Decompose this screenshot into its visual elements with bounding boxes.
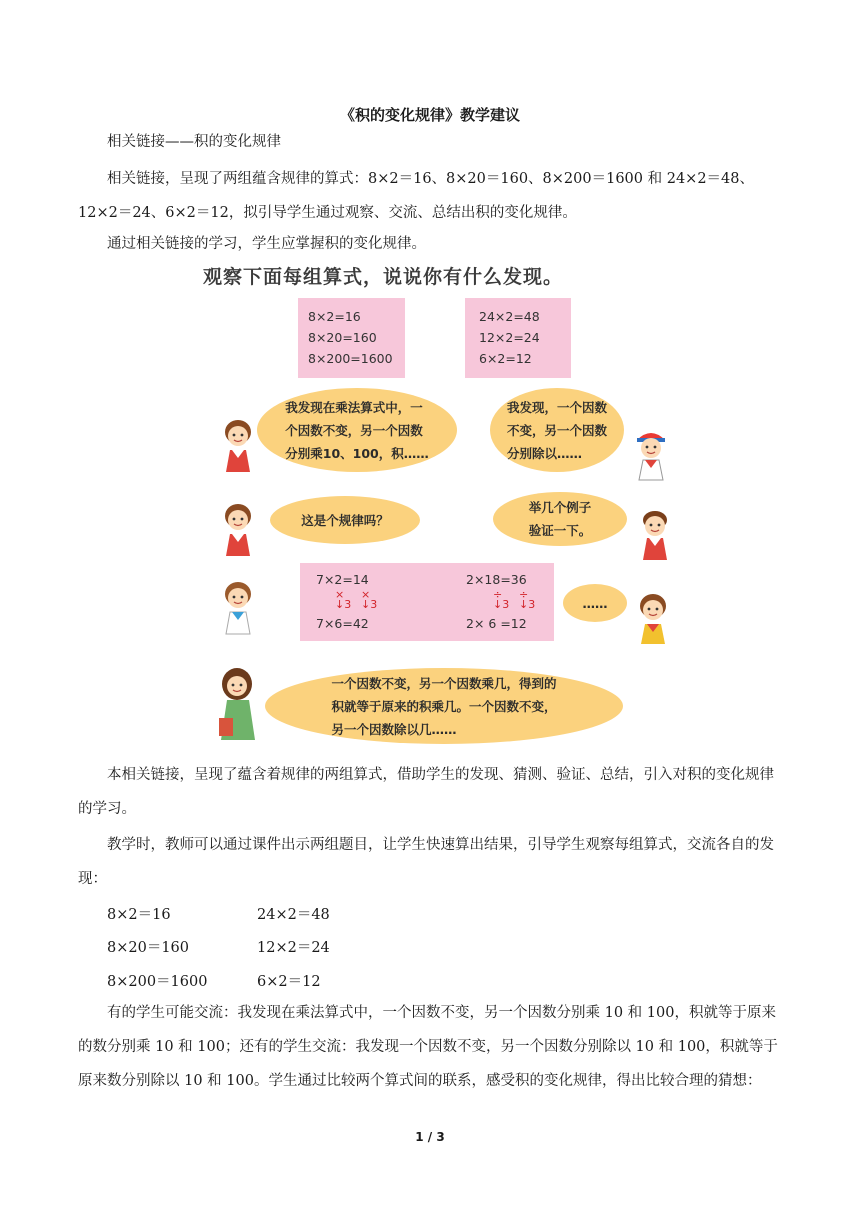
speech-bubble-6 [265,668,623,744]
speech-bubble-3 [270,496,420,544]
operator-label: × [361,588,371,601]
bubble-text: 个因数不变，另一个因数 [285,422,423,438]
girl-character-icon [218,416,258,474]
equation: 7×6=42 [316,616,369,631]
equation: 7×2=14 [316,572,369,587]
boy-character-icon [631,426,671,482]
multiply-arrow-icon: × ↓3 [335,588,352,611]
subtitle-paragraph: 相关链接——积的变化规律 [107,134,281,150]
equation: 2×18=36 [466,572,527,587]
paragraph-4: 教学时，教师可以通过课件出示两组题目，让学生快速算出结果，引导学生观察每组算式，交流各自的发现： [78,837,774,887]
operator-label: × [335,588,345,601]
boy-character-icon [635,506,675,562]
bubble-text: 这是个规律吗？ [301,512,389,528]
textbook-illustration [203,256,623,742]
equation-box-2 [465,298,571,378]
illustration-heading: 观察下面每组算式，说说你有什么发现。 [203,266,564,288]
speech-bubble-1 [257,388,457,472]
equation: 24×2=48 [479,309,540,324]
bubble-text: 验证一下。 [528,523,592,538]
operator-label: 3 [370,598,378,611]
bubble-text: 不变，另一个因数 [506,422,607,438]
divide-arrow-icon: ÷ ↓3 [493,588,510,611]
equation: 8×200=1600 [308,351,393,366]
speech-bubble-2 [490,388,624,472]
equation: 12×2=24 [479,330,540,345]
equation-left-3: 8×200＝1600 [107,974,208,990]
paragraph-3: 本相关链接，呈现了蕴含着规律的两组算式，借助学生的发现、猜测、验证、总结，引入对积的变化规律的学习。 [78,767,774,817]
operator-label: ÷ [493,588,503,601]
operator-label: 3 [528,598,536,611]
equation: 6×2=12 [479,351,532,366]
equation: 8×20=160 [308,330,377,345]
girl-character-icon [218,500,258,558]
equation-left-2: 8×20＝160 [107,940,190,956]
document-title: 《积的变化规律》教学建议 [339,106,520,124]
equation-right-3: 6×2＝12 [257,974,321,990]
bubble-text: 我发现在乘法算式中，一 [285,399,423,415]
bubble-text: 另一个因数除以几…… [331,721,457,737]
page-number: 1 / 3 [415,1130,445,1144]
operator-label: 3 [344,598,352,611]
verification-box [300,563,554,641]
equation: 8×2=16 [308,309,361,324]
bubble-text: 一个因数不变，另一个因数乘几，得到的 [331,675,557,691]
equation-right-2: 12×2＝24 [257,940,330,956]
girl-character-icon [633,590,673,646]
bubble-text: 我发现，一个因数 [506,399,607,415]
speech-bubble-4 [493,492,627,546]
equation-right-1: 24×2＝48 [257,907,330,923]
equation: 2× 6 =12 [466,616,527,631]
operator-label: 3 [502,598,510,611]
teacher-character-icon [213,666,265,742]
bubble-text: 分别乘10、100，积…… [285,445,429,461]
equation-box-1 [298,298,405,378]
equation-left-1: 8×2＝16 [107,907,171,923]
operator-label: ÷ [519,588,529,601]
bubble-text: …… [582,595,608,611]
bubble-text: 分别除以…… [506,445,582,461]
paragraph-1: 相关链接，呈现了两组蕴含规律的算式：8×2＝16、8×20＝160、8×200＝1600 和 24×2＝48、12×2＝24、6×2＝12，拟引导学生通过观察、交流、总结出积的变化规律。 [78,171,754,221]
paragraph-2: 通过相关链接的学习，学生应掌握积的变化规律。 [107,236,426,252]
bubble-text: 举几个例子 [528,500,592,515]
speech-bubble-5 [563,584,627,622]
divide-arrow-icon: ÷ ↓3 [519,588,536,611]
multiply-arrow-icon: × ↓3 [361,588,378,611]
bubble-text: 积就等于原来的积乘几。一个因数不变， [331,698,557,714]
girl-character-icon [218,578,258,636]
paragraph-5: 有的学生可能交流：我发现在乘法算式中，一个因数不变，另一个因数分别乘 10 和 100，积就等于原来的数分别乘 10 和 100；还有的学生交流：我发现一个因数不变，另一个因数分别除以 10 和 100，积就等于原来数分别除以 10 和 100。学生通过比较两个算式间的联系，感受积的变化规律，得出比较合理的猜想： [78,1005,778,1089]
